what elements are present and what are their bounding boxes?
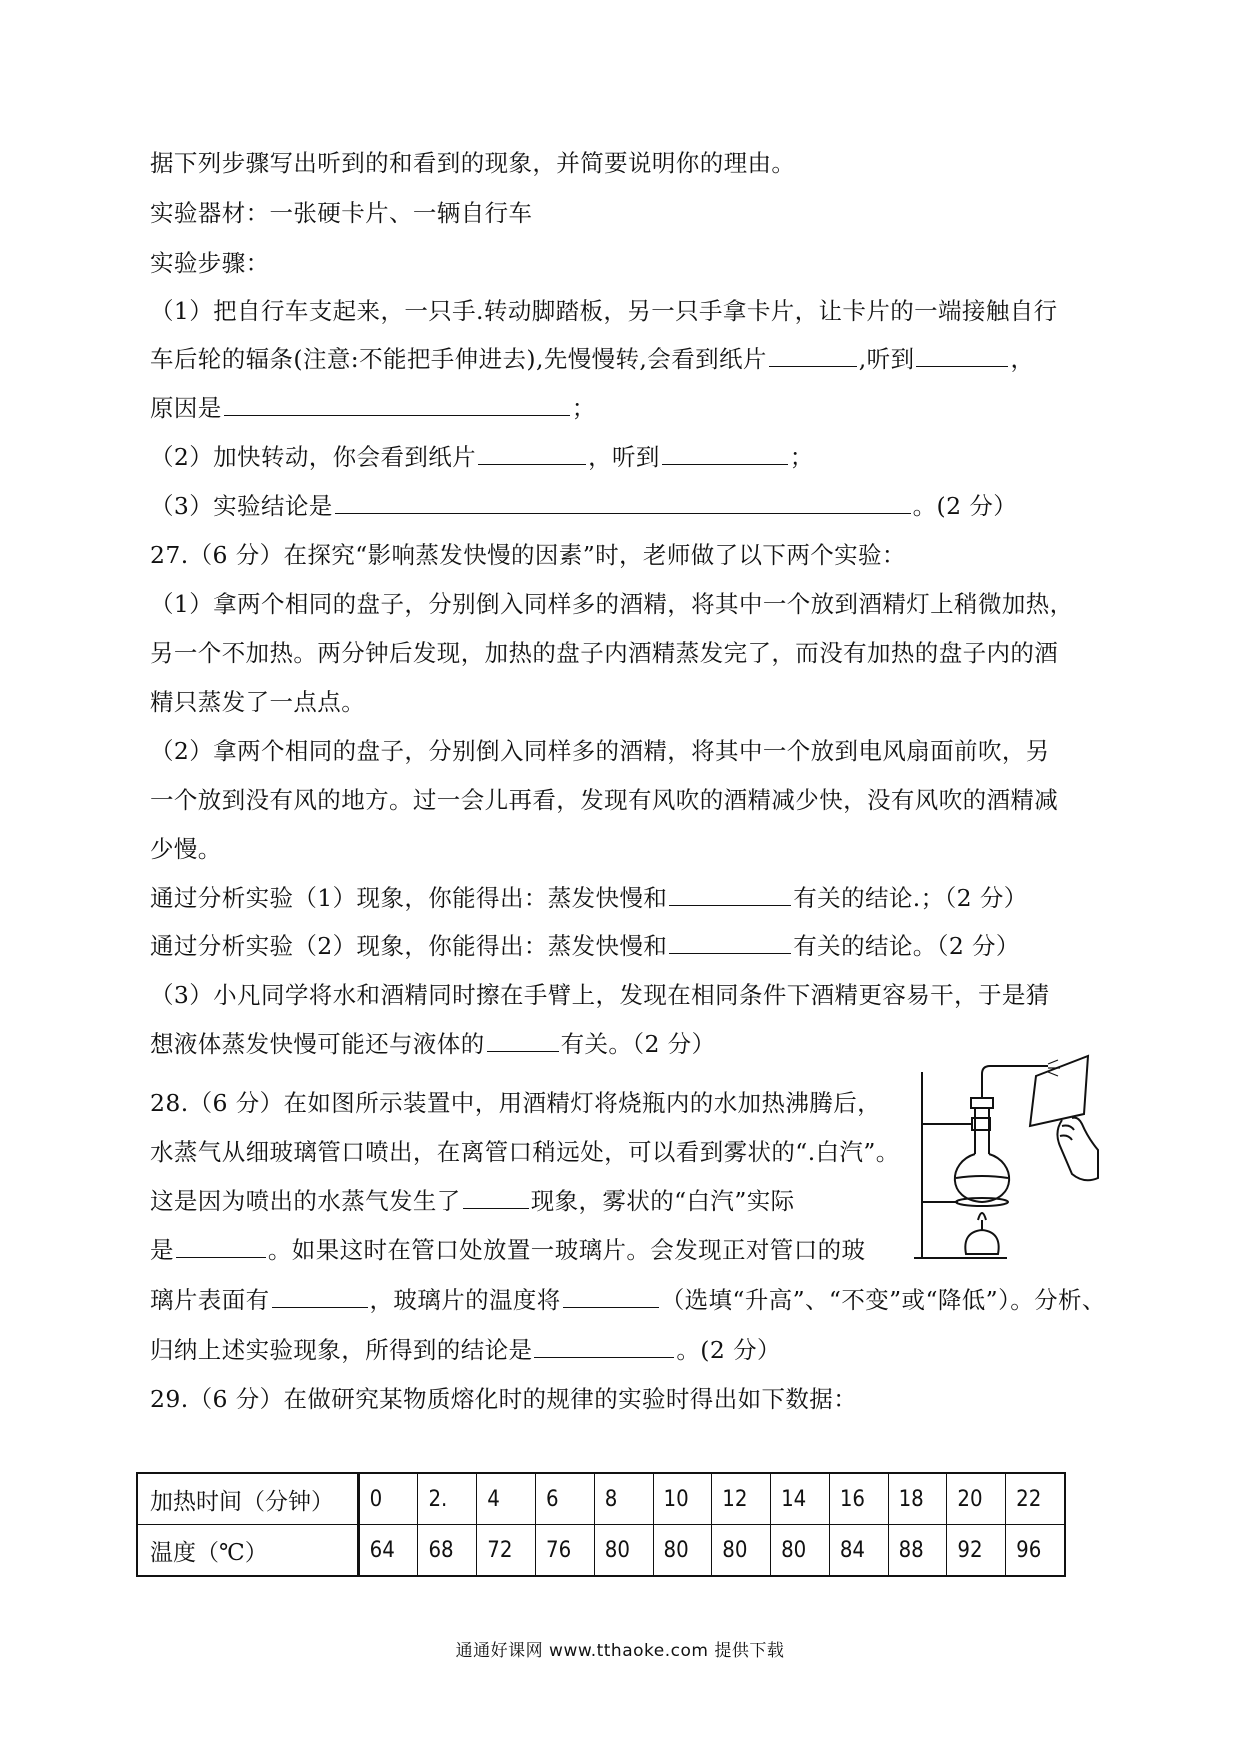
answer-blank[interactable]	[463, 1184, 529, 1209]
text-fragment: （2）加快转动，你会看到纸片	[150, 443, 477, 471]
text-line: （2）拿两个相同的盘子，分别倒入同样多的酒精，将其中一个放到电风扇面前吹，另	[150, 737, 1050, 765]
answer-blank[interactable]	[662, 440, 788, 465]
text-line	[150, 1184, 940, 1218]
text-fragment: 通过分析实验（2）现象，你能得出：蒸发快慢和	[150, 932, 668, 960]
text-fragment: ，听到	[588, 443, 660, 471]
table-cell: 72	[477, 1525, 536, 1577]
text-line	[150, 1333, 1100, 1367]
table-cell: 96	[1006, 1525, 1065, 1577]
table-cell: 4	[477, 1473, 536, 1525]
table-cell: 8	[594, 1473, 653, 1525]
text-fragment: 是	[150, 1236, 174, 1264]
text-fragment: 有关的结论。（2 分）	[793, 932, 1020, 960]
table-cell: 12	[712, 1473, 771, 1525]
text-fragment: 原因是	[150, 394, 222, 422]
table-cell: 14	[771, 1473, 830, 1525]
text-line	[150, 391, 1100, 425]
text-fragment: ；	[789, 443, 814, 471]
table-cell: 18	[888, 1473, 947, 1525]
text-fragment: （3）实验结论是	[150, 492, 333, 520]
table-cell: 84	[829, 1525, 888, 1577]
text-line: （1）把自行车支起来，一只手.转动脚踏板，另一只手拿卡片，让卡片的一端接触自行	[150, 297, 1058, 325]
table-cell: 10	[653, 1473, 712, 1525]
answer-blank[interactable]	[534, 1333, 674, 1358]
answer-blank[interactable]	[916, 342, 1008, 367]
question-29-title: 29.（6 分）在做研究某物质熔化时的规律的实验时得出如下数据：	[150, 1385, 858, 1413]
table-row	[137, 1525, 1065, 1577]
text-fragment: 想液体蒸发快慢可能还与液体的	[150, 1030, 485, 1058]
answer-blank[interactable]	[669, 881, 791, 906]
text-fragment: ，玻璃片的温度将	[369, 1286, 561, 1314]
question-27-title: 27.（6 分）在探究“影响蒸发快慢的因素”时，老师做了以下两个实验：	[150, 541, 906, 569]
text-line	[150, 929, 1100, 963]
text-line: 实验步骤：	[150, 249, 270, 277]
table-cell: 76	[536, 1525, 595, 1577]
text-fragment: 有关的结论.；（2 分）	[793, 884, 1028, 912]
text-line	[150, 342, 1100, 376]
table-cell: 80	[594, 1525, 653, 1577]
text-line: （3）小凡同学将水和酒精同时擦在手臂上，发现在相同条件下酒精更容易干，于是猜	[150, 981, 1050, 1009]
text-line: 精只蒸发了一点点。	[150, 688, 366, 716]
row-header: 温度（℃）	[137, 1525, 358, 1577]
table-cell: 64	[358, 1525, 418, 1577]
table-cell: 22	[1006, 1473, 1065, 1525]
text-line: （1）拿两个相同的盘子，分别倒入同样多的酒精，将其中一个放到酒精灯上稍微加热，	[150, 590, 1074, 618]
table-row	[137, 1473, 1065, 1525]
question-28-title: 28.（6 分）在如图所示装置中，用酒精灯将烧瓶内的水加热沸腾后，	[150, 1089, 881, 1117]
text-line	[150, 440, 1100, 474]
table-cell: 0	[358, 1473, 418, 1525]
answer-blank[interactable]	[769, 342, 857, 367]
table-cell: 2.	[418, 1473, 477, 1525]
text-fragment: 这是因为喷出的水蒸气发生了	[150, 1187, 461, 1215]
text-fragment: ；	[571, 394, 596, 422]
table-cell: 68	[418, 1525, 477, 1577]
text-fragment: 。如果这时在管口处放置一玻璃片。会发现正对管口的玻	[267, 1236, 866, 1264]
text-line	[150, 1233, 940, 1267]
answer-blank[interactable]	[272, 1283, 368, 1308]
table-cell: 16	[829, 1473, 888, 1525]
answer-blank[interactable]	[487, 1027, 559, 1052]
text-line: 据下列步骤写出听到的和看到的现象，并简要说明你的理由。	[150, 149, 796, 177]
text-fragment: 璃片表面有	[150, 1286, 270, 1314]
text-fragment: 归纳上述实验现象，所得到的结论是	[150, 1336, 533, 1364]
text-line	[150, 489, 1100, 523]
table-cell: 88	[888, 1525, 947, 1577]
table-cell: 20	[947, 1473, 1006, 1525]
row-header: 加热时间（分钟）	[137, 1473, 358, 1525]
melting-data-table	[136, 1472, 1066, 1577]
steam-apparatus-figure	[912, 1054, 1102, 1264]
table-cell: 92	[947, 1525, 1006, 1577]
answer-blank[interactable]	[669, 929, 791, 954]
text-fragment: 车后轮的辐条(注意:不能把手伸进去),先慢慢转,会看到纸片	[150, 345, 767, 373]
text-fragment: 通过分析实验（1）现象，你能得出：蒸发快慢和	[150, 884, 668, 912]
text-fragment: 有关。（2 分）	[560, 1030, 716, 1058]
text-line: 少慢。	[150, 835, 222, 863]
text-fragment: 。(2 分）	[912, 492, 1018, 520]
text-line	[150, 1283, 1106, 1317]
text-fragment: ，	[1010, 345, 1035, 373]
answer-blank[interactable]	[224, 391, 570, 416]
text-line	[150, 881, 1100, 915]
text-line: 水蒸气从细玻璃管口喷出，在离管口稍远处，可以看到雾状的“.白汽”。	[150, 1138, 900, 1166]
text-line: 实验器材：一张硬卡片、一辆自行车	[150, 199, 533, 227]
answer-blank[interactable]	[176, 1233, 266, 1258]
footer-source: 通通好课网 www.tthaoke.com 提供下载	[455, 1641, 785, 1661]
text-fragment: （选填“升高”、“不变”或“降低”）。分析、	[660, 1286, 1106, 1314]
answer-blank[interactable]	[478, 440, 586, 465]
table-cell: 80	[712, 1525, 771, 1577]
table-cell: 80	[653, 1525, 712, 1577]
text-line: 一个放到没有风的地方。过一会儿再看，发现有风吹的酒精减少快，没有风吹的酒精减	[150, 786, 1059, 814]
table-cell: 6	[536, 1473, 595, 1525]
text-fragment: 。(2 分）	[676, 1336, 781, 1364]
text-fragment: 现象，雾状的“白汽”实际	[530, 1187, 795, 1215]
text-line: 另一个不加热。两分钟后发现，加热的盘子内酒精蒸发完了，而没有加热的盘子内的酒	[150, 639, 1059, 667]
text-fragment: ,听到	[858, 345, 915, 373]
table-cell: 80	[771, 1525, 830, 1577]
answer-blank[interactable]	[335, 489, 911, 514]
answer-blank[interactable]	[563, 1283, 659, 1308]
